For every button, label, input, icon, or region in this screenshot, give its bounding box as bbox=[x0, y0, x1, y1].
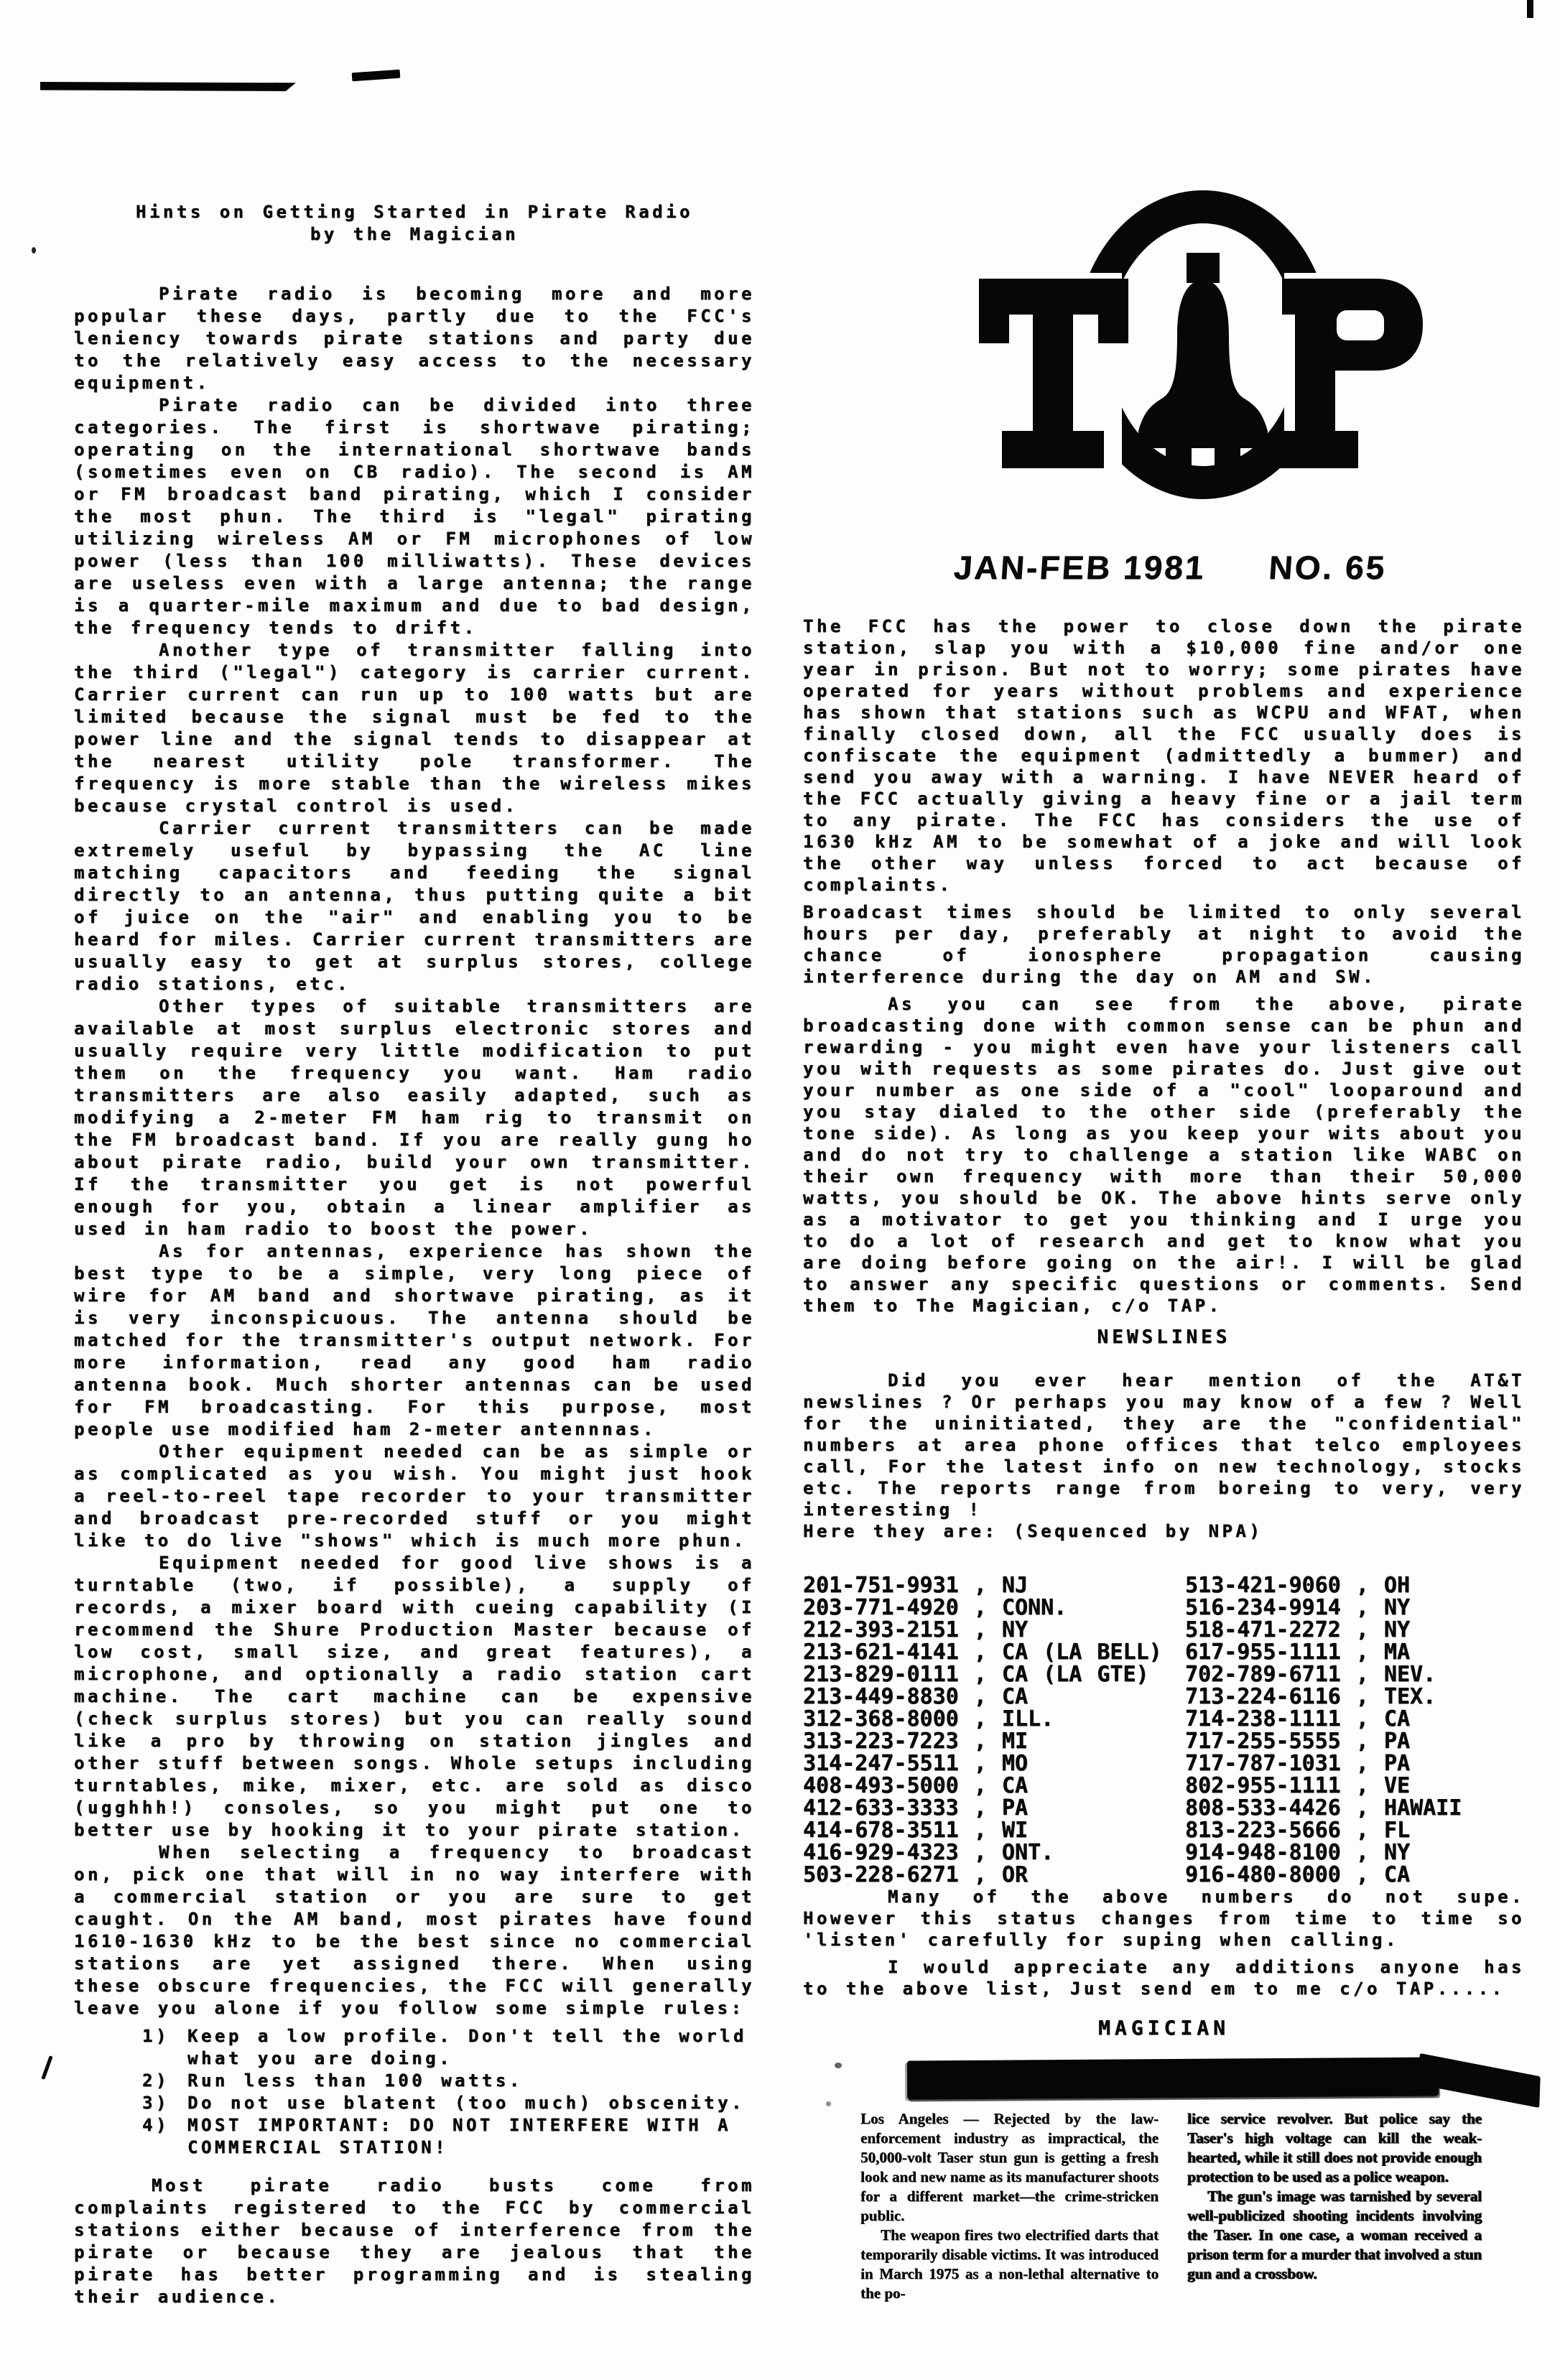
left-column bbox=[74, 187, 755, 2325]
scan-speck bbox=[32, 247, 36, 254]
rule-item bbox=[74, 2114, 755, 2159]
paragraph: Pirate radio can be divided into three categories. The first is shortwave pirating; operating on the international shortwave bands (sometimes even on CB radio). The second is AM or FM broadcast band pirating, which I consider the most phun. The third is "legal" pirating utilizing wireless AM or FM microphones of low power (less than 100 milliwatts). These devices are useless even with a large antenna; the range is a quarter-mile maximum and due to bad design, the frequency tends to drift. bbox=[74, 395, 755, 638]
rule-text: Do not use blatent (too much) obscenity. bbox=[187, 2093, 745, 2113]
newslines-heading: NEWSLINES bbox=[1097, 1326, 1231, 1348]
rule-item bbox=[74, 2070, 755, 2092]
clipping-column-2 bbox=[1187, 2109, 1482, 2303]
scan-mark-corner bbox=[1527, 0, 1533, 18]
newsline-number: 408-493-5000 , CA bbox=[803, 1773, 1029, 1798]
right-column bbox=[803, 183, 1525, 2303]
article-title bbox=[74, 187, 755, 246]
newsline-number: 813-223-5666 , FL bbox=[1185, 1818, 1411, 1843]
paragraph: Other types of suitable transmitters are available at most surplus electronic stores and usually require very little modification to put them on the frequency you want. Ham radio transmitters are also easily adapted, such as modifying a 2-meter FM ham rig to transmit on the FM broadcast band. If you are really gung ho about pirate radio, build your own transmitter. If the transmitter you get is not powerful enough for you, obtain a linear amplifier as used in ham radio to boost the power. bbox=[74, 996, 755, 1239]
closing-paragraph: Most pirate radio busts come from complaints registered to the FCC by commercial stations either because of interference from the pirate or because they are jealous that the pirate has better programming and is stealing their audience. bbox=[74, 2175, 755, 2307]
newsline-number: 412-633-3333 , PA bbox=[803, 1795, 1029, 1821]
clipping-paragraph: The gun's image was tarnished by several well-publicized shooting incidents involving the Taser. In one case, a woman received a prison term for a murder that involved a stun gun and a crossbow. bbox=[1187, 2188, 1482, 2282]
paragraph: Did you ever hear mention of the AT&T newslines ? Or perhaps you may know of a few ? Well for the uninitiated, they are the "confidential" numbers at area phone offices that telco employees call, For the latest info on new technology, stocks etc. The reports range from boreing to very, very interesting ! bbox=[803, 1370, 1525, 1520]
redacted-headline-bar bbox=[907, 2057, 1439, 2099]
rule-text: Run less than 100 watts. bbox=[187, 2070, 523, 2091]
right-article bbox=[803, 615, 1525, 2039]
newsline-number: 916-480-8000 , CA bbox=[1185, 1862, 1411, 1887]
additions-request: I would appreciate any additions anyone has to the above list, Just send em to me c/o TAP..... bbox=[803, 1957, 1525, 1999]
paragraph: As for antennas, experience has shown the best type to be a simple, very long piece of wire for AM band and shortwave pirating, as it is very inconspicuous. The antenna should be matched for the transmitter's output network. For more information, read any good ham radio antenna book. Much shorter antennas can be used for FM broadcasting. For this purpose, most people use modified ham 2-meter antennnas. bbox=[74, 1241, 755, 1439]
rule-text: MOST IMPORTANT: DO NOT INTERFERE WITH A COMMERCIAL STATION! bbox=[187, 2115, 732, 2157]
newsline-number: 212-393-2151 , NY bbox=[803, 1617, 1029, 1642]
tap-bell-logo bbox=[973, 187, 1433, 517]
newslines-intro bbox=[803, 1370, 1525, 1542]
newsline-numbers bbox=[803, 1574, 1525, 1886]
clipping-paragraph: Los Angeles — Rejected by the law-enforcement industry as impractical, the 50,000-volt Taser stun gun is getting a fresh look and new name as its manufacturer shoots for a different market—the crime-stricken public. bbox=[860, 2110, 1159, 2224]
rules-list bbox=[74, 2025, 755, 2159]
rule-number: 4) bbox=[142, 2115, 170, 2135]
paragraph: As you can see from the above, pirate broadcasting done with common sense can be phun and rewarding - you might even have your listeners call you with requests as some pirates do. Just give out your number as one side of a "cool" looparound and you stay dialed to the other side (preferably the tone side). As long as you keep your wits about you and do not try to challenge a station like WABC on their own frequency with more than their 50,000 watts, you should be OK. The above hints serve only as a motivator to get you thinking and I urge you to do a lot of research and get to know what you are doing before going on the air!. I will be glad to answer any specific questions or comments. Send them to The Magician, c/o TAP. bbox=[803, 994, 1525, 1316]
paragraph: Another type of transmitter falling into the third ("legal") category is carrier current. Carrier current can run up to 100 watts but are limited because the signal must be fed to the power line and the signal tends to disappear at the nearest utility pole transformer. The frequency is more stable than the wireless mikes because crystal control is used. bbox=[74, 640, 755, 816]
newsline-number: 914-948-8100 , NY bbox=[1185, 1840, 1411, 1865]
newsline-number: 312-368-8000 , ILL. bbox=[803, 1706, 1054, 1731]
newsline-number: 213-449-8830 , CA bbox=[803, 1684, 1029, 1709]
newsline-number: 414-678-3511 , WI bbox=[803, 1818, 1029, 1843]
newsline-number: 314-247-5511 , MO bbox=[803, 1751, 1029, 1776]
rule-number: 3) bbox=[142, 2093, 170, 2113]
paragraph: Broadcast times should be limited to only several hours per day, preferably at night to avoid the chance of ionosphere propagation causing interference during the day on AM and SW. bbox=[803, 902, 1525, 987]
rule-text: Keep a low profile. Don't tell the world what you are doing. bbox=[187, 2026, 747, 2068]
newsline-number: 713-224-6116 , TEX. bbox=[1185, 1684, 1436, 1709]
newsline-number: 503-228-6271 , OR bbox=[803, 1862, 1029, 1887]
article-body bbox=[74, 283, 755, 2019]
scan-mark-line bbox=[40, 82, 296, 91]
issue-number: NO. 65 bbox=[1267, 549, 1388, 586]
newsline-numbers-left bbox=[803, 1574, 1185, 1886]
newsline-number: 213-829-0111 , CA (LA GTE) bbox=[803, 1662, 1149, 1687]
newsline-number: 516-234-9914 , NY bbox=[1185, 1595, 1411, 1620]
numbers-note: Many of the above numbers do not supe. However this status changes from time to time so 'listen' carefully for suping when calling. bbox=[803, 1887, 1525, 1950]
paragraph: The FCC has the power to close down the pirate station, slap you with a $10,000 fine and/or one year in prison. But not to worry; some pirates have operated for years without problems and experience has shown that stations such as WCPU and WFAT, when finally closed down, all the FCC usually does is confiscate the equipment (admittedly a bummer) and send you away with a warning. I have NEVER heard of the FCC actually giving a heavy fine or a jail term to any pirate. The FCC has considers the use of 1630 kHz AM to be somewhat of a joke and will look the other way unless forced to act because of complaints. bbox=[803, 616, 1525, 895]
newsline-number: 702-789-6711 , NEV. bbox=[1185, 1662, 1436, 1687]
clipping-column-1 bbox=[860, 2109, 1159, 2303]
paragraph: Equipment needed for good live shows is a turntable (two, if possible), a supply of records, a mixer board with cueing capability (I recommend the Shure Production Master because of low cost, small size, and great features), a microphone, and optionally a radio station cart machine. The cart machine can be expensive (check surplus stores) but you can really sound like a pro by throwing on station jingles and other stuff between songs. Whole setups including turntables, mike, mixer, etc. are sold as disco (ugghhh!) consoles, so you might put one to better use by hooking it to your pirate station. bbox=[74, 1553, 755, 1840]
newsline-number: 201-751-9931 , NJ bbox=[803, 1573, 1029, 1598]
scan-mark-dash bbox=[352, 70, 401, 82]
paragraph: When selecting a frequency to broadcast on, pick one that will in no way interfere with a commercial station or you are sure to get caught. On the AM band, most pirates have found 1610-1630 kHz to be the best since no commercial stations are yet assigned there. When using these obscure frequencies, the FCC will generally leave you alone if you follow some simple rules: bbox=[74, 1842, 755, 2018]
newslines-here-line: Here they are: (Sequenced by NPA) bbox=[803, 1521, 1263, 1541]
newsline-number: 717-787-1031 , PA bbox=[1185, 1751, 1411, 1776]
newsline-number: 213-621-4141 , CA (LA BELL) bbox=[803, 1640, 1162, 1665]
newsline-number: 717-255-5555 , PA bbox=[1185, 1729, 1411, 1754]
rule-item bbox=[74, 2025, 755, 2070]
paragraph: Other equipment needed can be as simple or as complicated as you wish. You might just hook a reel-to-reel tape recorder to your transmitter and broadcast pre-recorded stuff or you might like to do live "shows" which is much more phun. bbox=[74, 1441, 755, 1551]
newspaper-clipping bbox=[803, 2046, 1525, 2303]
magician-heading: MAGICIAN bbox=[1098, 2016, 1230, 2040]
byline: by the Magician bbox=[310, 224, 519, 244]
page-title: Hints on Getting Started in Pirate Radio bbox=[136, 202, 693, 222]
newsline-number: 518-471-2272 , NY bbox=[1185, 1617, 1411, 1642]
newsline-number: 714-238-1111 , CA bbox=[1185, 1706, 1411, 1731]
redacted-headline-tail bbox=[1419, 2053, 1540, 2108]
rule-number: 2) bbox=[142, 2070, 170, 2091]
clipping-paragraph: lice service revolver. But police say the Taser's high voltage can kill the weak-hearted, while it still does not provide enough protection to be used as a police weapon. bbox=[1187, 2110, 1482, 2185]
paragraph: Pirate radio is becoming more and more popular these days, partly due to the FCC's leniency towards pirate stations and party due to the relatively easy access to the necessary equipment. bbox=[74, 284, 755, 393]
newsline-number: 513-421-9060 , OH bbox=[1185, 1573, 1411, 1598]
paragraph: Carrier current transmitters can be made extremely useful by bypassing the AC line matching capacitors and feeding the signal directly to an antenna, thus putting quite a bit of juice on the "air" and enabling you to be heard for miles. Carrier current transmitters are usually easy to get at surplus stores, college radio stations, etc. bbox=[74, 818, 755, 994]
issue-line bbox=[802, 548, 1526, 587]
newsline-numbers-right bbox=[1185, 1574, 1462, 1886]
newsline-number: 808-533-4426 , HAWAII bbox=[1185, 1795, 1462, 1821]
newsline-number: 802-955-1111 , VE bbox=[1185, 1773, 1411, 1798]
newsline-number: 203-771-4920 , CONN. bbox=[803, 1595, 1067, 1620]
rule-item bbox=[74, 2092, 755, 2114]
rule-number: 1) bbox=[142, 2026, 170, 2046]
newsline-number: 416-929-4323 , ONT. bbox=[803, 1840, 1054, 1865]
newsline-number: 617-955-1111 , MA bbox=[1185, 1640, 1411, 1665]
newsline-number: 313-223-7223 , MI bbox=[803, 1729, 1029, 1754]
clipping-paragraph: The weapon fires two electrified darts that temporarily disable victims. It was introduced in March 1975 as a non-lethal alternative to the po- bbox=[860, 2226, 1159, 2302]
scan-mark-slash bbox=[41, 2055, 52, 2080]
issue-date: JAN-FEB 1981 bbox=[952, 549, 1207, 586]
